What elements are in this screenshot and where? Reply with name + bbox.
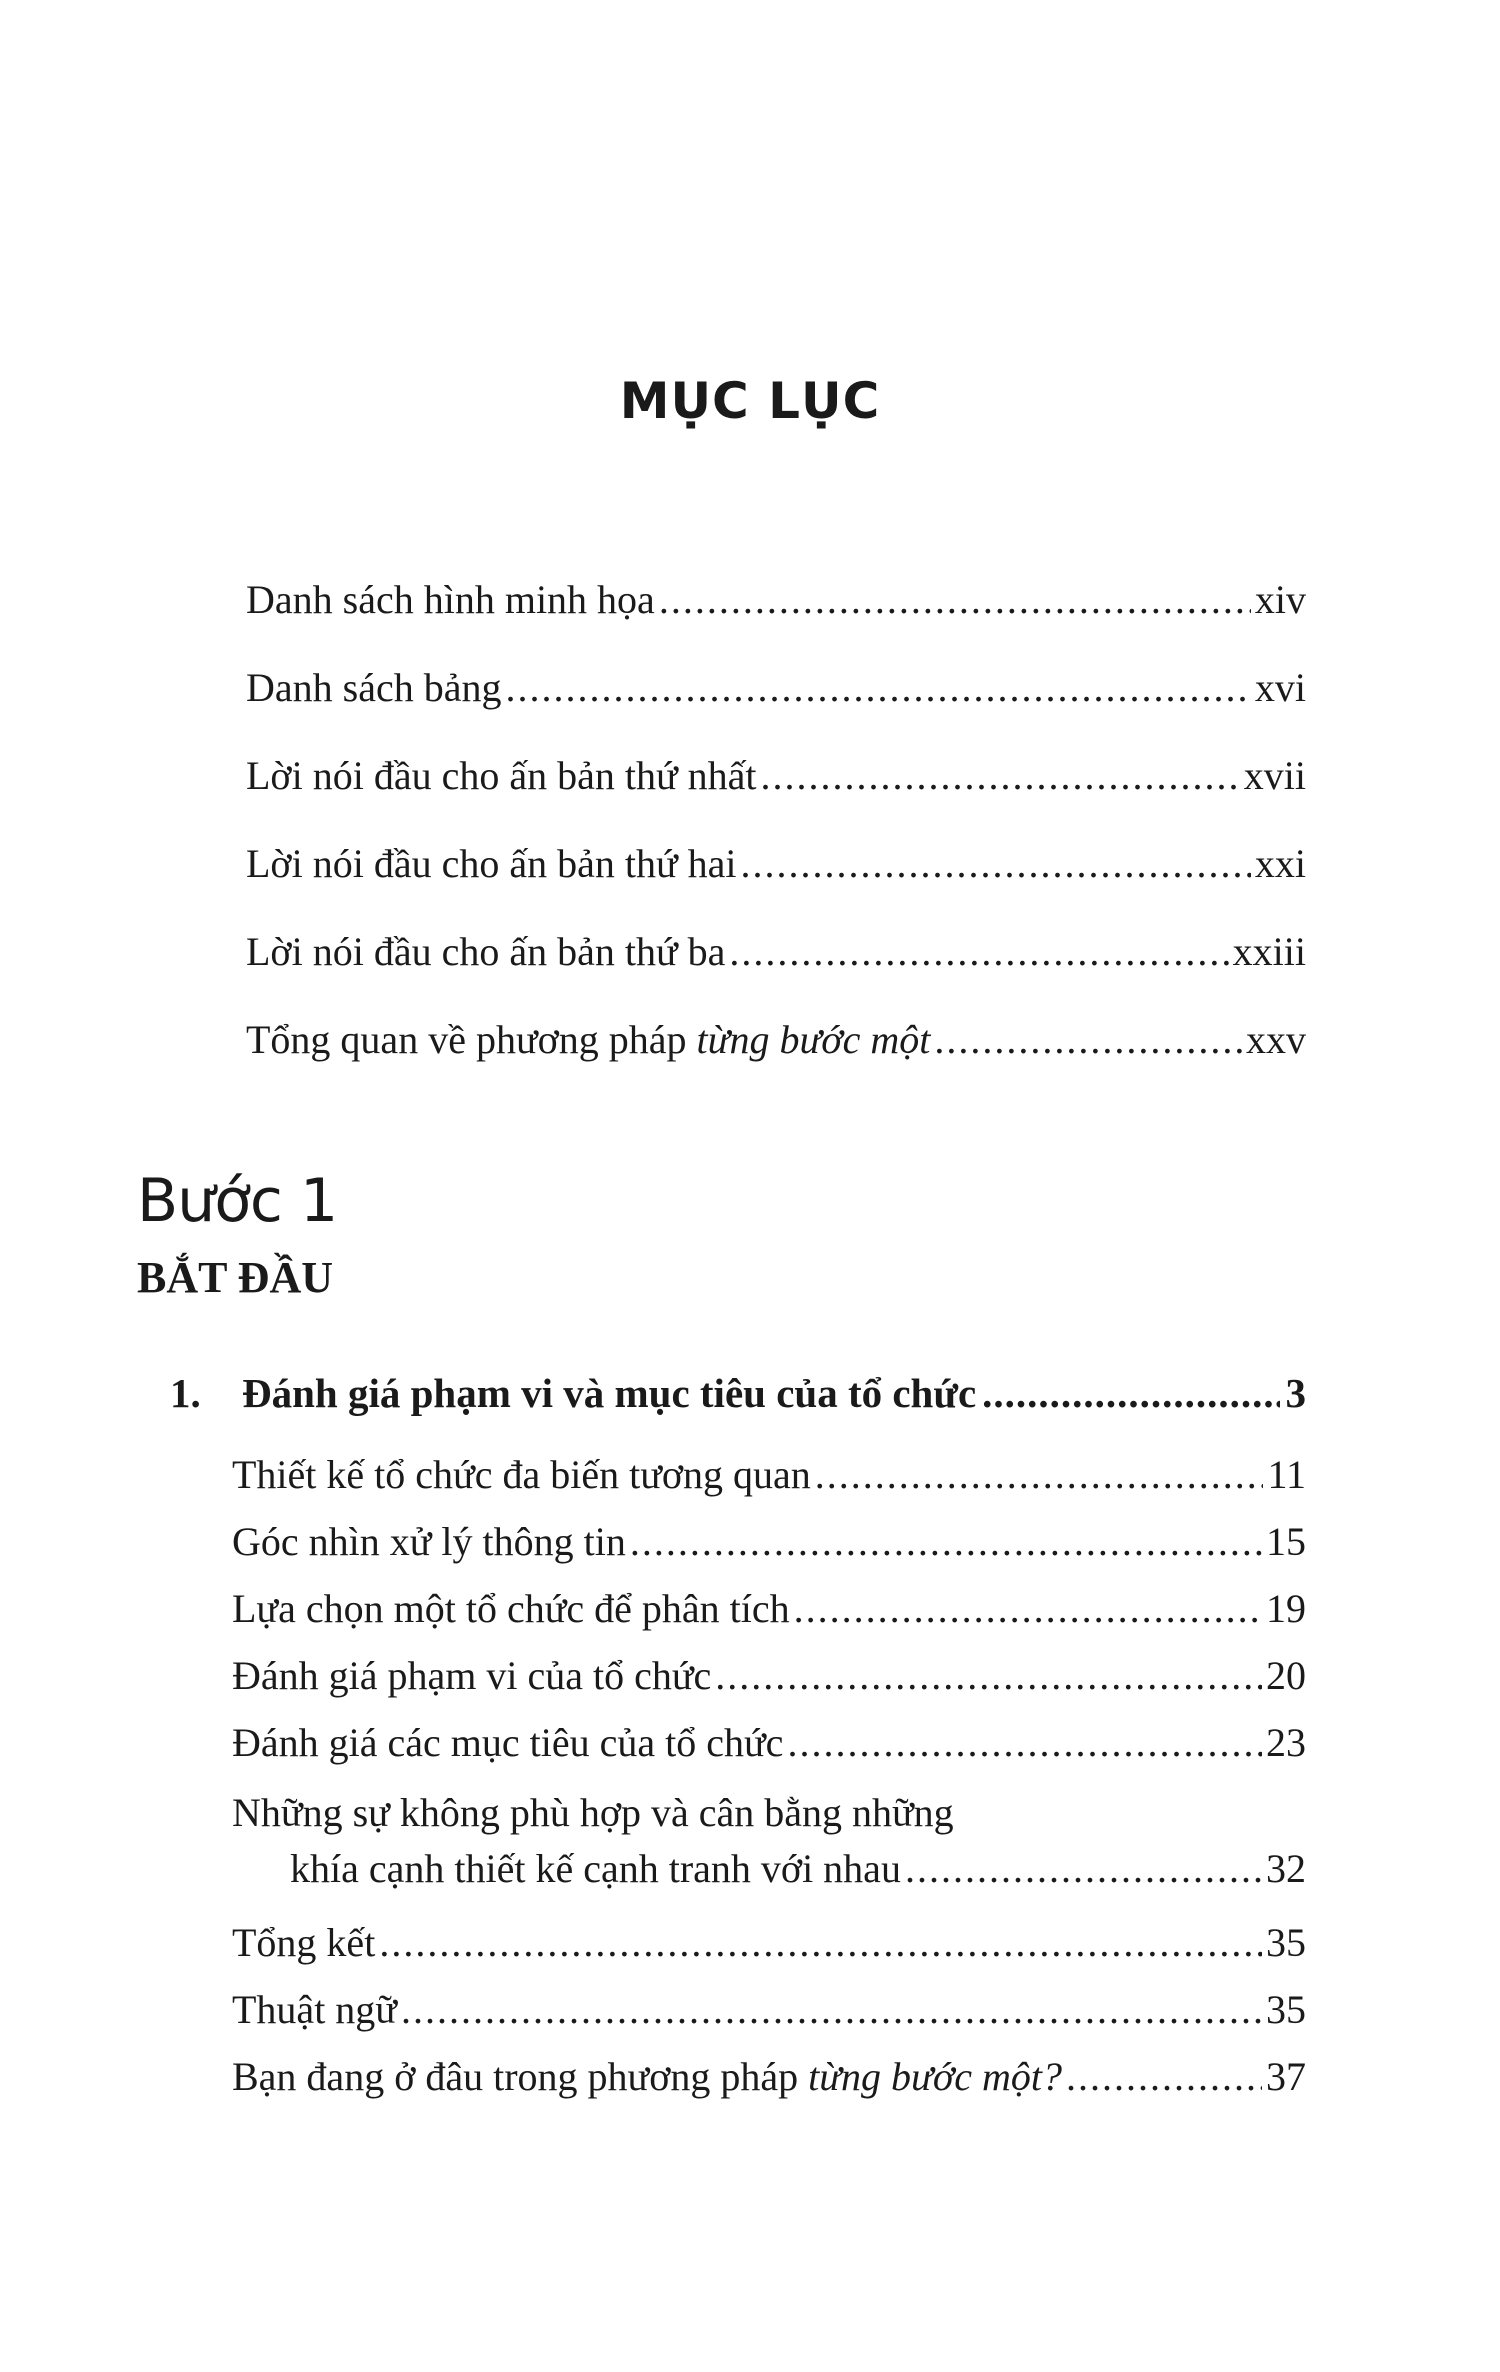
- toc-entry: [246, 751, 1306, 801]
- section-label-plain: Bạn đang ở đâu trong phương pháp: [232, 2054, 809, 2099]
- section-page: 11: [1267, 1452, 1306, 1497]
- dot-leader: [715, 1651, 1262, 1701]
- section-page: 35: [1266, 1920, 1306, 1965]
- toc-entry-page: xvi: [1254, 665, 1306, 710]
- toc-entry-label: [246, 1015, 930, 1065]
- toc-entry-label: Danh sách hình minh họa: [246, 577, 655, 622]
- section-page: 23: [1266, 1720, 1306, 1765]
- section-label: Góc nhìn xử lý thông tin: [232, 1519, 626, 1564]
- toc-entry-page: xxi: [1254, 841, 1306, 886]
- section-label-line1: Những sự không phù hợp và cân bằng những: [232, 1790, 954, 1835]
- toc-entry-label-italic: từng bước một: [696, 1017, 931, 1062]
- section-label: Thuật ngữ: [232, 1987, 397, 2032]
- section-entry: [232, 1651, 1306, 1701]
- dot-leader: [379, 1918, 1262, 1968]
- dot-leader: [729, 927, 1228, 977]
- section-label: Đánh giá phạm vi của tổ chức: [232, 1653, 712, 1698]
- dot-leader: [934, 1015, 1242, 1065]
- dot-leader: [794, 1584, 1262, 1634]
- section-label: Lựa chọn một tổ chức để phân tích: [232, 1586, 790, 1631]
- section-label: Tổng kết: [232, 1920, 376, 1965]
- toc-entry: [246, 575, 1306, 625]
- section-entry: [232, 1918, 1306, 1968]
- section-page: 20: [1266, 1653, 1306, 1698]
- toc-entry-label: Lời nói đầu cho ấn bản thứ ba: [246, 929, 726, 974]
- section-label-line2: khía cạnh thiết kế cạnh tranh với nhau: [290, 1846, 901, 1891]
- section-entry: [232, 1718, 1306, 1768]
- toc-entry-page: xxiii: [1232, 929, 1306, 974]
- dot-leader: [659, 575, 1251, 625]
- toc-entry: [246, 663, 1306, 713]
- dot-leader: [741, 839, 1251, 889]
- step-title: BẮT ĐẦU: [137, 1253, 334, 1302]
- toc-entry: [246, 839, 1306, 889]
- dot-leader: [630, 1517, 1262, 1567]
- section-page: 37: [1266, 2054, 1306, 2099]
- page-title: MỤC LỤC: [619, 372, 881, 430]
- section-entry: [232, 1450, 1306, 1500]
- section-label-italic: từng bước một?: [808, 2054, 1062, 2099]
- section-page: 32: [1266, 1846, 1306, 1891]
- section-entry: [232, 1985, 1306, 2035]
- chapter-page: 3: [1285, 1370, 1306, 1416]
- toc-entry-label-plain: Tổng quan về phương pháp: [246, 1017, 697, 1062]
- section-entry: [232, 1785, 1306, 1897]
- dot-leader: [761, 751, 1240, 801]
- section-page: 35: [1266, 1987, 1306, 2032]
- dot-leader: [401, 1985, 1262, 2035]
- section-label-line2-row: [232, 1841, 1306, 1897]
- dot-leader: [815, 1450, 1264, 1500]
- section-entry: [232, 1517, 1306, 1567]
- step-label: Bước 1: [137, 1166, 338, 1236]
- toc-entry-label: Lời nói đầu cho ấn bản thứ hai: [246, 841, 737, 886]
- dot-leader: [905, 1841, 1262, 1897]
- chapter-number: 1.: [170, 1370, 201, 1416]
- section-label: Thiết kế tổ chức đa biến tương quan: [232, 1452, 811, 1497]
- chapter-entry: [170, 1366, 1306, 1420]
- toc-entry: [246, 1015, 1306, 1065]
- dot-leader: [787, 1718, 1262, 1768]
- dot-leader: [505, 663, 1250, 713]
- section-entry: [232, 1584, 1306, 1634]
- section-label: Đánh giá các mục tiêu của tổ chức: [232, 1720, 784, 1765]
- section-page: 19: [1266, 1586, 1306, 1631]
- toc-entry-page: xvii: [1243, 753, 1306, 798]
- section-entry: [232, 2052, 1306, 2102]
- toc-entry-page: xiv: [1254, 577, 1306, 622]
- toc-entry-label: Danh sách bảng: [246, 665, 502, 710]
- section-label: [232, 2052, 1062, 2102]
- toc-entry: [246, 927, 1306, 977]
- toc-entry-label: Lời nói đầu cho ấn bản thứ nhất: [246, 753, 757, 798]
- section-page: 15: [1266, 1519, 1306, 1564]
- chapter-label: Đánh giá phạm vi và mục tiêu của tổ chức: [242, 1370, 977, 1416]
- dot-leader: [1066, 2052, 1262, 2102]
- toc-entry-page: xxv: [1246, 1017, 1306, 1062]
- dot-leader: [982, 1366, 1279, 1420]
